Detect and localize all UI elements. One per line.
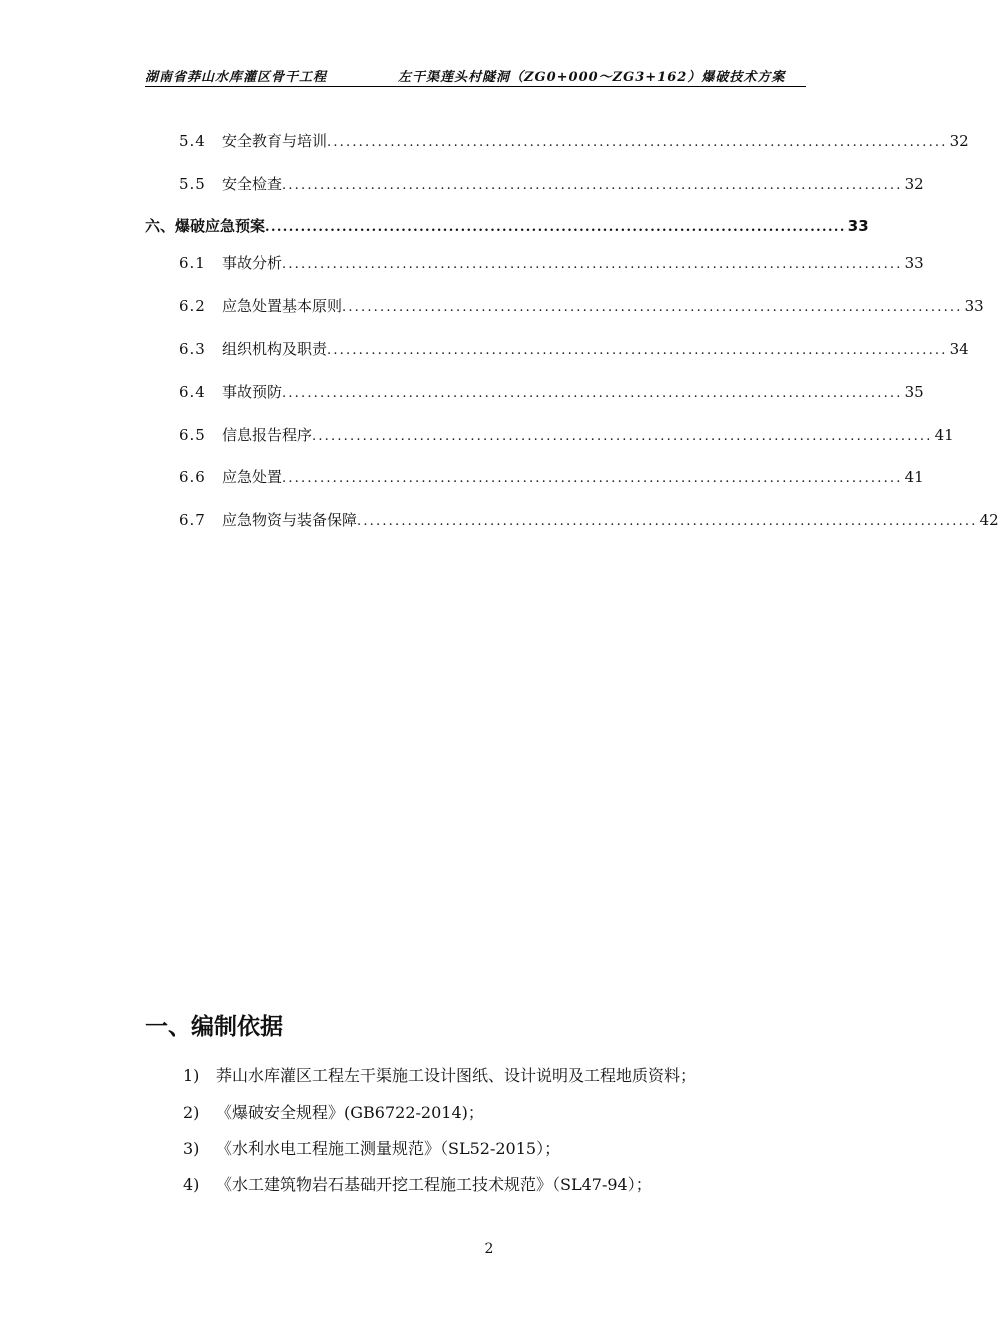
- toc-entry-6-6[interactable]: [179, 466, 924, 487]
- section-heading: 一、编制依据: [145, 1014, 283, 1040]
- list-item: [183, 1172, 652, 1195]
- toc-entry-page: 41: [934, 426, 954, 444]
- toc-entry-6-7[interactable]: [179, 509, 999, 530]
- toc-leader-dots: ..................................................................................................: [265, 220, 846, 235]
- toc-entry-page: 33: [847, 217, 869, 235]
- list-item-number: 1): [183, 1066, 200, 1085]
- toc-entry-number: 6.2: [179, 297, 206, 315]
- toc-entry-title: 信息报告程序: [222, 426, 313, 444]
- toc-leader-dots: ..................................................................................................: [327, 343, 948, 358]
- toc-entry-number: 6.6: [179, 468, 206, 486]
- toc-leader-dots: ..................................................................................................: [327, 135, 948, 150]
- toc-entry-5-5[interactable]: [179, 173, 924, 194]
- toc-entry-title: 应急物资与装备保障: [222, 511, 358, 529]
- toc-entry-number: 6.7: [179, 511, 206, 529]
- list-item: [183, 1136, 560, 1159]
- toc-entry-number: 6.4: [179, 383, 206, 401]
- toc-entry-chapter-6[interactable]: [145, 215, 869, 236]
- toc-entry-6-4[interactable]: [179, 381, 924, 402]
- list-item-text: 《爆破安全规程》(GB6722-2014)；: [216, 1103, 484, 1122]
- header-project-name: 湖南省莽山水库灌区骨干工程: [145, 70, 328, 85]
- toc-leader-dots: ..................................................................................................: [282, 178, 903, 193]
- toc-leader-dots: ..................................................................................................: [312, 429, 933, 444]
- toc-entry-page: 33: [964, 297, 984, 315]
- toc-entry-number: 6.1: [179, 254, 206, 272]
- toc-entry-page: 33: [904, 254, 924, 272]
- list-item-number: 4): [183, 1175, 200, 1194]
- toc-entry-number: 5.4: [179, 132, 206, 150]
- toc-entry-title: 事故分析: [222, 254, 283, 272]
- toc-entry-6-1[interactable]: [179, 252, 924, 273]
- toc-entry-page: 41: [904, 468, 924, 486]
- list-item: [183, 1063, 696, 1086]
- list-item-number: 3): [183, 1139, 200, 1158]
- list-item-number: 2): [183, 1103, 200, 1122]
- toc-entry-page: 42: [979, 511, 999, 529]
- page-header: [145, 62, 806, 87]
- toc-entry-title: 安全检查: [222, 175, 283, 193]
- toc-entry-number: 6.5: [179, 426, 206, 444]
- list-item: [183, 1100, 484, 1123]
- toc-entry-number: 5.5: [179, 175, 206, 193]
- toc-entry-title: 组织机构及职责: [222, 340, 328, 358]
- toc-leader-dots: ..................................................................................................: [282, 471, 903, 486]
- toc-entry-page: 35: [904, 383, 924, 401]
- toc-entry-6-3[interactable]: [179, 338, 969, 359]
- toc-entry-number: 6.3: [179, 340, 206, 358]
- toc-leader-dots: ..................................................................................................: [282, 386, 903, 401]
- list-item-text: 莽山水库灌区工程左干渠施工设计图纸、设计说明及工程地质资料；: [216, 1066, 697, 1085]
- toc-entry-title: 安全教育与培训: [222, 132, 328, 150]
- list-item-text: 《水利水电工程施工测量规范》（SL52-2015）；: [216, 1139, 561, 1158]
- toc-entry-title: 事故预防: [222, 383, 283, 401]
- page-number: 2: [484, 1241, 494, 1257]
- toc-entry-6-5[interactable]: [179, 424, 954, 445]
- toc-entry-6-2[interactable]: [179, 295, 984, 316]
- toc-leader-dots: ..................................................................................................: [357, 514, 978, 529]
- toc-leader-dots: ..................................................................................................: [342, 300, 963, 315]
- toc-leader-dots: ..................................................................................................: [282, 257, 903, 272]
- toc-entry-title: 应急处置: [222, 468, 283, 486]
- toc-entry-page: 34: [949, 340, 969, 358]
- toc-entry-5-4[interactable]: [179, 130, 969, 151]
- header-document-title: 左干渠莲头村隧洞（ZG0+000～ZG3+162）爆破技术方案: [398, 70, 786, 85]
- toc-entry-page: 32: [949, 132, 969, 150]
- list-item-text: 《水工建筑物岩石基础开挖工程施工技术规范》（SL47-94）；: [216, 1175, 652, 1194]
- toc-entry-title: 应急处置基本原则: [222, 297, 343, 315]
- toc-entry-title: 六、爆破应急预案: [145, 217, 266, 235]
- toc-entry-page: 32: [904, 175, 924, 193]
